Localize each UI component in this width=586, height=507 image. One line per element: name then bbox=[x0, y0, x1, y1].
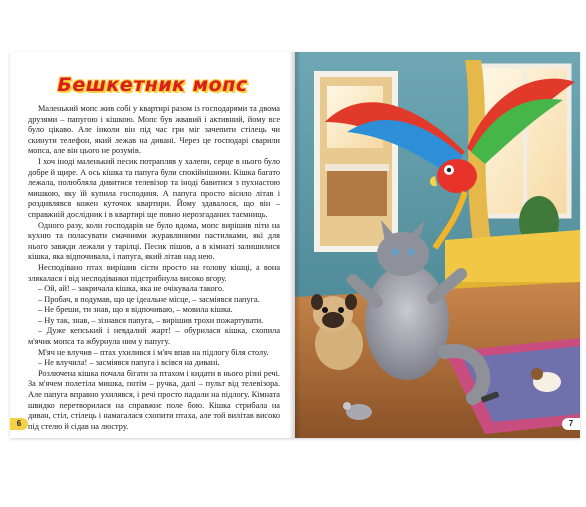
page-number-right: 7 bbox=[562, 418, 580, 430]
story-paragraph: Розлючена кішка почала бігати за птахом і кидати в нього різні речі. За м'ячем полетіла мишка, потім – ручка, далі – пульт від телевізора. Але папуга вправно ухилявся, і речі просто падали на підлогу. Кімната швидко перетворилася на справжнє поле бою. Кішка стрибала на диван, стіл, стілець і намагалася схопити птаха, але той вилітав високо під стелю й сідав на люстру. bbox=[28, 368, 280, 431]
story-paragraph: – Ну так, знав, – зізнався папуга, – вирішив трохи пожартувати. bbox=[38, 315, 264, 325]
story-paragraph: Одного разу, коли господарів не було вдома, мопс вирішив піти на кухню та поласувати смачними журавлиними пастилками, які для нього завжди лежали у тарілці. Песик пішов, а в кімнаті залишилися кішка, яка відпочивала, і папуга, який літав над нею. bbox=[28, 220, 280, 262]
story-paragraph: – Дуже кепський і невдалий жарт! – обурилася кішка, схопила м'ячик мопса та жбурнула ним у папугу. bbox=[28, 326, 280, 347]
page-number-left: 6 bbox=[10, 418, 28, 430]
illustration-page bbox=[295, 52, 580, 438]
story-paragraph: М'яч не влучив – птах ухилився і м'яч впав на підлогу біля столу. bbox=[38, 347, 269, 357]
parrot bbox=[437, 159, 477, 193]
open-book bbox=[10, 52, 580, 438]
story-paragraph: – Пробач, я подумав, що це ідеальне місце, – засміявся папуга. bbox=[38, 294, 260, 304]
cat bbox=[365, 264, 449, 380]
story-text bbox=[28, 104, 280, 432]
left-page bbox=[10, 52, 295, 438]
story-title: Бешкетник мопс bbox=[57, 74, 248, 96]
story-paragraph: – Не влучила! – засміявся папуга і всівся на дивані. bbox=[38, 358, 220, 368]
story-paragraph: – Не бреши, ти знав, що я відпочиваю, – мовила кішка. bbox=[38, 305, 233, 315]
story-paragraph: Маленький мопс жив собі у квартирі разом із господарями та двома друзями – папугою і кішкою. Мопс був жвавий і активний, йому все було цікаво. Але інколи він під час гри міг зачепити стілець чи скинути телефон, який лежав на дивані. Через це господарі сварили мопса, але він цього не розумів. bbox=[28, 104, 280, 156]
story-paragraph: – Ой, ай! – закричала кішка, яка не очікувала такого. bbox=[38, 284, 225, 294]
story-paragraph: Несподівано птах вирішив сісти просто на голову кішці, а вона злякалася і від несподіванки підстрибнула високо вгору. bbox=[28, 262, 280, 283]
room-illustration bbox=[295, 52, 580, 438]
story-paragraph: І хоч іноді маленький песик потрапляв у халепи, серце в нього було добре й щире. А ось кішка та папуга були спокійнішими. Кішка багато лежала, полюбляла дивитися телевізор та іноді бавитися з пухнастою мишкою, яку їй купила господиня. А папуга просто вісило літав і роздивлявся кожен куточок квартири. Йому здавалося, що він – справжній дослідник і в квартирі ще повно нерозгаданих таємниць. bbox=[28, 156, 280, 219]
